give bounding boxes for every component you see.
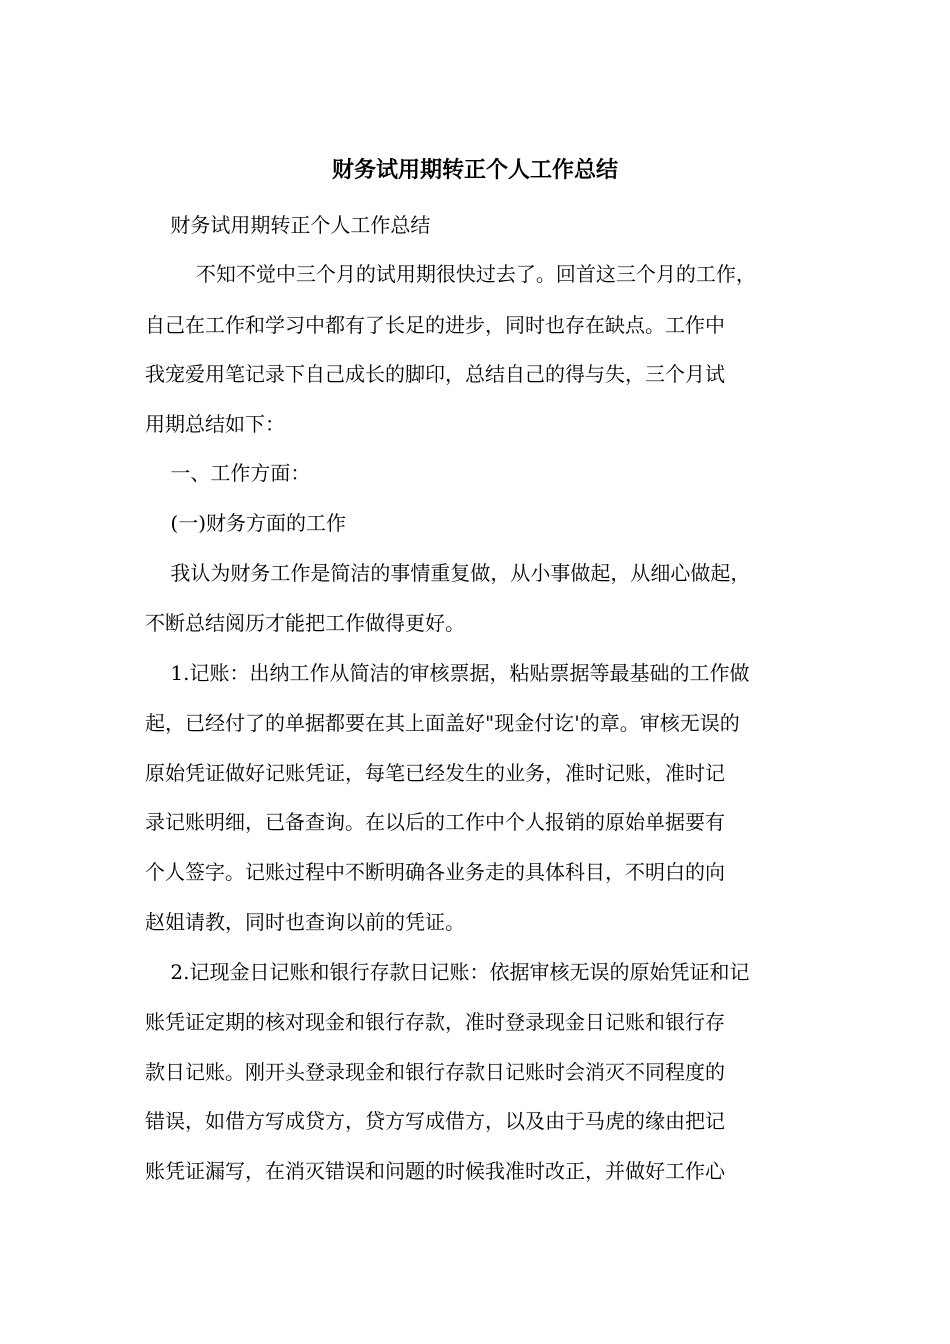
body-line: 我认为财务工作是简洁的事情重复做，从小事做起，从细心做起， — [145, 561, 751, 585]
body-line: 财务试用期转正个人工作总结 — [145, 213, 431, 237]
body-line: 2.记现金日记账和银行存款日记账：依据审核无误的原始凭证和记 — [145, 960, 750, 984]
body-line: 起，已经付了的单据都要在其上面盖好"现金付讫'的章。审核无误的 — [145, 711, 740, 735]
body-line: 原始凭证做好记账凭证，每笔已经发生的业务，准时记账，准时记 — [145, 761, 725, 785]
document-title: 财务试用期转正个人工作总结 — [331, 157, 618, 183]
body-line: 不知不觉中三个月的试用期很快过去了。回首这三个月的工作， — [145, 262, 756, 286]
body-line: 赵姐请教，同时也查询以前的凭证。 — [145, 910, 465, 934]
body-line: 用期总结如下： — [145, 412, 285, 436]
body-line: 账凭证定期的核对现金和银行存款，准时登录现金日记账和银行存 — [145, 1010, 725, 1034]
section-heading: 一、工作方面： — [145, 461, 311, 485]
body-line: 1.记账：出纳工作从简洁的审核票据，粘贴票据等最基础的工作做 — [145, 661, 750, 685]
body-line: 不断总结阅历才能把工作做得更好。 — [145, 611, 465, 635]
body-line: 款日记账。刚开头登录现金和银行存款日记账时会消灭不同程度的 — [145, 1060, 725, 1084]
subsection-heading: (一)财务方面的工作 — [145, 511, 347, 535]
body-line: 自己在工作和学习中都有了长足的进步，同时也存在缺点。工作中 — [145, 313, 725, 337]
body-line: 账凭证漏写，在消灭错误和问题的时候我准时改正，并做好工作心 — [145, 1159, 725, 1183]
body-line: 错误，如借方写成贷方，贷方写成借方，以及由于马虎的缘由把记 — [145, 1109, 725, 1133]
body-line: 录记账明细，已备查询。在以后的工作中个人报销的原始单据要有 — [145, 810, 725, 834]
body-line: 个人签字。记账过程中不断明确各业务走的具体科目，不明白的向 — [145, 860, 725, 884]
body-line: 我宠爱用笔记录下自己成长的脚印，总结自己的得与失，三个月试 — [145, 362, 725, 386]
